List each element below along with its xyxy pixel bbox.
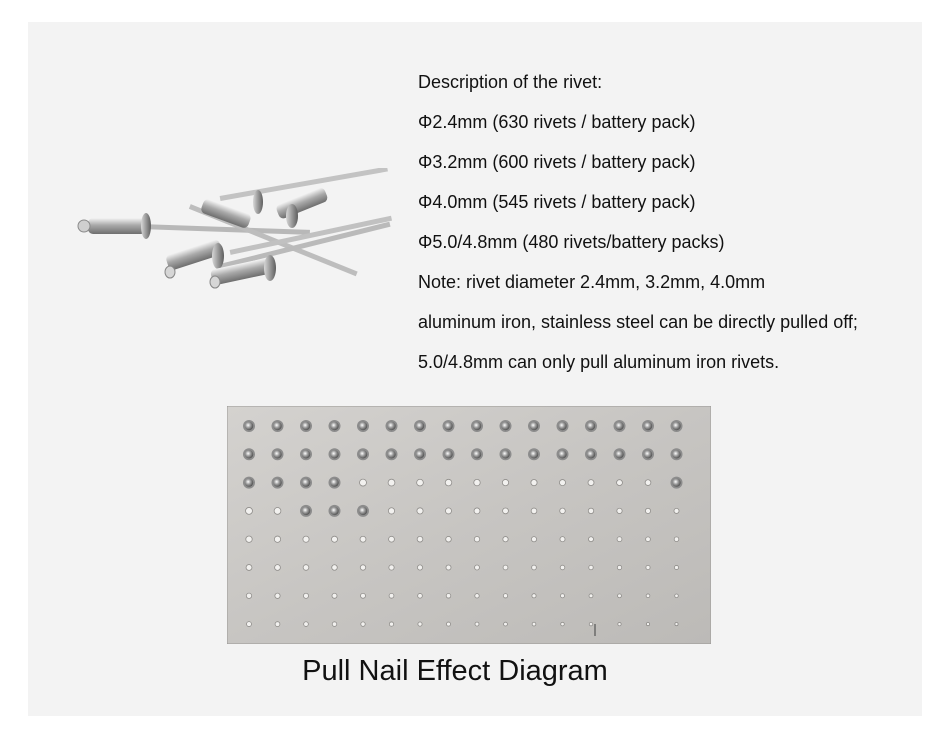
description-line: Φ3.2mm (600 rivets / battery pack) bbox=[418, 152, 696, 172]
plate-hole bbox=[361, 622, 365, 626]
description-line: Φ4.0mm (545 rivets / battery pack) bbox=[418, 192, 696, 212]
plate-hole bbox=[247, 622, 252, 627]
plate-hole bbox=[475, 565, 480, 570]
plate-hole bbox=[645, 508, 650, 513]
plate-hole bbox=[560, 537, 565, 542]
plate-hole bbox=[332, 622, 337, 627]
rivet-head-highlight bbox=[473, 450, 481, 458]
plate-hole bbox=[417, 536, 423, 542]
rivet-head-highlight bbox=[387, 422, 395, 430]
plate-hole bbox=[617, 537, 622, 542]
rivet-head-highlight bbox=[530, 422, 538, 430]
plate-hole bbox=[502, 479, 508, 485]
plate-hole bbox=[274, 536, 280, 542]
plate-hole bbox=[503, 508, 509, 514]
rivet-head-highlight bbox=[558, 450, 566, 458]
rivet-head-highlight bbox=[530, 450, 538, 458]
rivet-head-highlight bbox=[473, 422, 481, 430]
plate-hole bbox=[246, 507, 253, 514]
plate-hole bbox=[388, 508, 394, 514]
rivet-head-highlight bbox=[273, 478, 281, 486]
description-heading: Description of the rivet: bbox=[418, 72, 603, 92]
plate-hole bbox=[531, 480, 537, 486]
description-line: 5.0/4.8mm can only pull aluminum iron rivets. bbox=[418, 352, 780, 372]
plate-hole bbox=[645, 480, 651, 486]
rivet-head-highlight bbox=[416, 450, 424, 458]
plate-hole bbox=[675, 623, 678, 626]
rivet-head-highlight bbox=[644, 422, 652, 430]
rivet-head-highlight bbox=[359, 422, 367, 430]
plate-hole bbox=[389, 622, 393, 626]
plate-hole bbox=[360, 536, 366, 542]
plate-hole bbox=[503, 565, 508, 570]
plate-hole bbox=[617, 565, 621, 569]
rivet-head-highlight bbox=[615, 422, 623, 430]
rivet-description bbox=[418, 66, 858, 386]
rivet-head-highlight bbox=[359, 507, 367, 515]
rivet-head-highlight bbox=[330, 478, 338, 486]
rivet-head-highlight bbox=[273, 450, 281, 458]
rivet-head-highlight bbox=[359, 450, 367, 458]
plate-hole bbox=[446, 536, 452, 542]
rivet-head-highlight bbox=[302, 422, 310, 430]
rivet-head-highlight bbox=[273, 422, 281, 430]
plate-hole bbox=[646, 622, 649, 625]
plate-hole bbox=[618, 594, 622, 598]
plate-hole bbox=[446, 565, 451, 570]
plate-hole bbox=[331, 536, 337, 542]
rivet-head-highlight bbox=[672, 478, 680, 486]
plate-hole bbox=[646, 594, 650, 598]
plate-hole bbox=[674, 508, 679, 513]
plate-hole bbox=[474, 508, 480, 514]
rivet-head-highlight bbox=[302, 507, 310, 515]
plate-hole bbox=[246, 565, 252, 571]
plate-hole bbox=[474, 536, 479, 541]
plate-hole bbox=[588, 480, 594, 486]
description-line: Φ5.0/4.8mm (480 rivets/battery packs) bbox=[418, 232, 725, 252]
plate-hole bbox=[361, 593, 366, 598]
plate-hole bbox=[475, 594, 479, 598]
plate-hole bbox=[418, 622, 422, 626]
plate-hole bbox=[418, 593, 423, 598]
plate-hole bbox=[417, 508, 423, 514]
plate-hole bbox=[360, 565, 365, 570]
plate-hole bbox=[303, 565, 309, 571]
rivet-head-highlight bbox=[245, 422, 253, 430]
plate-hole bbox=[503, 594, 507, 598]
plate-hole bbox=[589, 537, 594, 542]
plate-hole bbox=[646, 537, 651, 542]
plate-hole bbox=[674, 565, 678, 569]
rivet-head-highlight bbox=[245, 450, 253, 458]
plate-hole bbox=[332, 593, 337, 598]
plate-hole bbox=[560, 594, 564, 598]
plate-hole bbox=[531, 508, 537, 514]
plate-hole bbox=[417, 565, 422, 570]
plate-hole bbox=[475, 622, 479, 626]
plate-hole bbox=[504, 622, 508, 626]
rivet-head-highlight bbox=[672, 422, 680, 430]
plate-hole bbox=[532, 594, 536, 598]
rivet-head-highlight bbox=[416, 422, 424, 430]
plate-hole bbox=[304, 622, 309, 627]
rivet-head-highlight bbox=[587, 422, 595, 430]
rivet-head-highlight bbox=[245, 478, 253, 486]
description-line: aluminum iron, stainless steel can be directly pulled off; bbox=[418, 312, 858, 332]
plate-hole bbox=[617, 480, 623, 486]
plate-hole bbox=[446, 594, 451, 599]
plate-hole bbox=[589, 565, 593, 569]
rivet-head-highlight bbox=[330, 422, 338, 430]
plate-hole bbox=[389, 593, 394, 598]
plate-hole bbox=[275, 622, 280, 627]
plate-hole bbox=[303, 536, 309, 542]
plate-hole bbox=[274, 508, 281, 515]
plate-hole bbox=[646, 565, 650, 569]
rivet-head-highlight bbox=[615, 450, 623, 458]
plate-hole bbox=[617, 508, 622, 513]
rivet-head-highlight bbox=[672, 450, 680, 458]
plate-hole bbox=[532, 565, 537, 570]
rivet-head-highlight bbox=[501, 422, 509, 430]
plate-hole bbox=[303, 593, 308, 598]
rivets-photo bbox=[70, 168, 400, 308]
plate-hole bbox=[275, 593, 280, 598]
plate-hole bbox=[360, 479, 367, 486]
plate-hole bbox=[588, 508, 593, 513]
plate-hole bbox=[246, 536, 252, 542]
plate-hole bbox=[474, 479, 480, 485]
plate-hole bbox=[275, 565, 281, 571]
description-line: Note: rivet diameter 2.4mm, 3.2mm, 4.0mm bbox=[418, 272, 766, 292]
plate-hole bbox=[389, 536, 395, 542]
plate-hole bbox=[503, 537, 508, 542]
plate-hole bbox=[531, 537, 536, 542]
plate-hole bbox=[532, 622, 536, 626]
rivet-head-highlight bbox=[387, 450, 395, 458]
rivet-head-highlight bbox=[587, 450, 595, 458]
rivet-plate-photo bbox=[227, 406, 711, 644]
rivet-head-highlight bbox=[558, 422, 566, 430]
plate-hole bbox=[389, 565, 394, 570]
plate-hole bbox=[445, 479, 452, 486]
plate-hole bbox=[445, 508, 451, 514]
rivet-head-highlight bbox=[444, 450, 452, 458]
plate-hole bbox=[589, 622, 592, 625]
plate-hole bbox=[675, 594, 679, 598]
plate-hole bbox=[559, 480, 565, 486]
plate-hole bbox=[246, 593, 251, 598]
plate-hole bbox=[446, 622, 450, 626]
plate-hole bbox=[560, 508, 566, 514]
plate-hole bbox=[589, 594, 593, 598]
rivet-head-highlight bbox=[644, 450, 652, 458]
rivet-head-highlight bbox=[302, 478, 310, 486]
plate-hole bbox=[618, 622, 621, 625]
plate-hole bbox=[388, 479, 395, 486]
rivet-head-highlight bbox=[444, 422, 452, 430]
rivet-head-highlight bbox=[330, 450, 338, 458]
rivet-head-highlight bbox=[330, 507, 338, 515]
description-line: Φ2.4mm (630 rivets / battery pack) bbox=[418, 112, 696, 132]
rivet-head-highlight bbox=[501, 450, 509, 458]
plate-hole bbox=[561, 622, 565, 626]
rivet-head-highlight bbox=[302, 450, 310, 458]
plate-hole bbox=[560, 565, 565, 570]
plate-hole bbox=[332, 565, 338, 571]
plate-hole bbox=[674, 537, 679, 542]
diagram-caption: Pull Nail Effect Diagram bbox=[302, 655, 608, 687]
plate-hole bbox=[417, 479, 424, 486]
